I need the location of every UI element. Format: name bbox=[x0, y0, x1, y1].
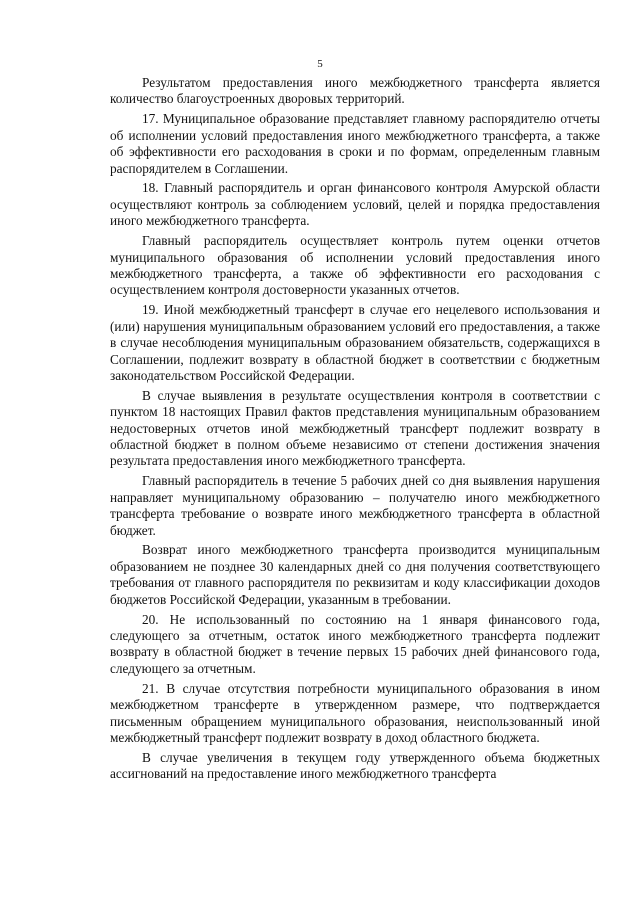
paragraph-19-refund: Возврат иного межбюджетного трансферта производится муниципальным образованием не позднее 30 календарных дней со дня получения соответствующего требования от главного распорядителя по реквизитам и коду классификации доходов бюджетов Российской Федерации, указанным в требовании. bbox=[110, 542, 600, 607]
document-body bbox=[110, 75, 600, 783]
paragraph-21: 21. В случае отсутствия потребности муниципального образования в ином межбюджетном трансферте в утвержденном размере, что подтверждается письменным обращением муниципального образования, неиспользованный иной межбюджетный трансферт подлежит возврату в доход областного бюджета. bbox=[110, 680, 600, 745]
paragraph-17: 17. Муниципальное образование представляет главному распорядителю отчеты об исполнении условий предоставления иного межбюджетного трансферта, а также об эффективности его расходования в сроки и по формам, определенным главным распорядителем в Соглашении. bbox=[110, 111, 600, 176]
paragraph-19: 19. Иной межбюджетный трансферт в случае его нецелевого использования и (или) нарушения муниципальным образованием условий его предоставления, а также в случае несоблюдения муниципальным образованием обязательств, содержащихся в Соглашении, подлежит возврату в областной бюджет в соответствии с бюджетным законодательством Российской Федерации. bbox=[110, 302, 600, 383]
paragraph-20: 20. Не использованный по состоянию на 1 января финансового года, следующего за отчетным, остаток иного межбюджетного трансферта подлежит возврату в областной бюджет в течение первых 15 рабочих дней финансового года, следующего за отчетным. bbox=[110, 611, 600, 676]
paragraph-18: 18. Главный распорядитель и орган финансового контроля Амурской области осуществляют контроль за соблюдением условий, целей и порядка предоставления иного межбюджетного трансферта. bbox=[110, 180, 600, 229]
paragraph-result: Результатом предоставления иного межбюджетного трансферта является количество благоустроенных дворовых территорий. bbox=[110, 75, 600, 107]
paragraph-21-increase: В случае увеличения в текущем году утвержденного объема бюджетных ассигнований на предоставление иного межбюджетного трансферта bbox=[110, 749, 600, 782]
paragraph-19-violations: В случае выявления в результате осуществления контроля в соответствии с пунктом 18 настоящих Правил фактов представления муниципальным образованием недостоверных отчетов иной межбюджетный трансферт подлежит возврату в областной бюджет в полном объеме независимо от степени достижения значения результата предоставления иного межбюджетного трансферта. bbox=[110, 387, 600, 469]
page-number: 5 bbox=[317, 58, 323, 70]
paragraph-18-control: Главный распорядитель осуществляет контроль путем оценки отчетов муниципального образования об исполнении условий предоставления иного межбюджетного трансферта, а также об эффективности его расходования с осуществлением контроля достоверности указанных отчетов. bbox=[110, 233, 600, 298]
paragraph-19-notice: Главный распорядитель в течение 5 рабочих дней со дня выявления нарушения направляет муниципальному образованию – получателю иного межбюджетного трансферта требование о возврате иного межбюджетного трансферта в областной бюджет. bbox=[110, 473, 600, 538]
